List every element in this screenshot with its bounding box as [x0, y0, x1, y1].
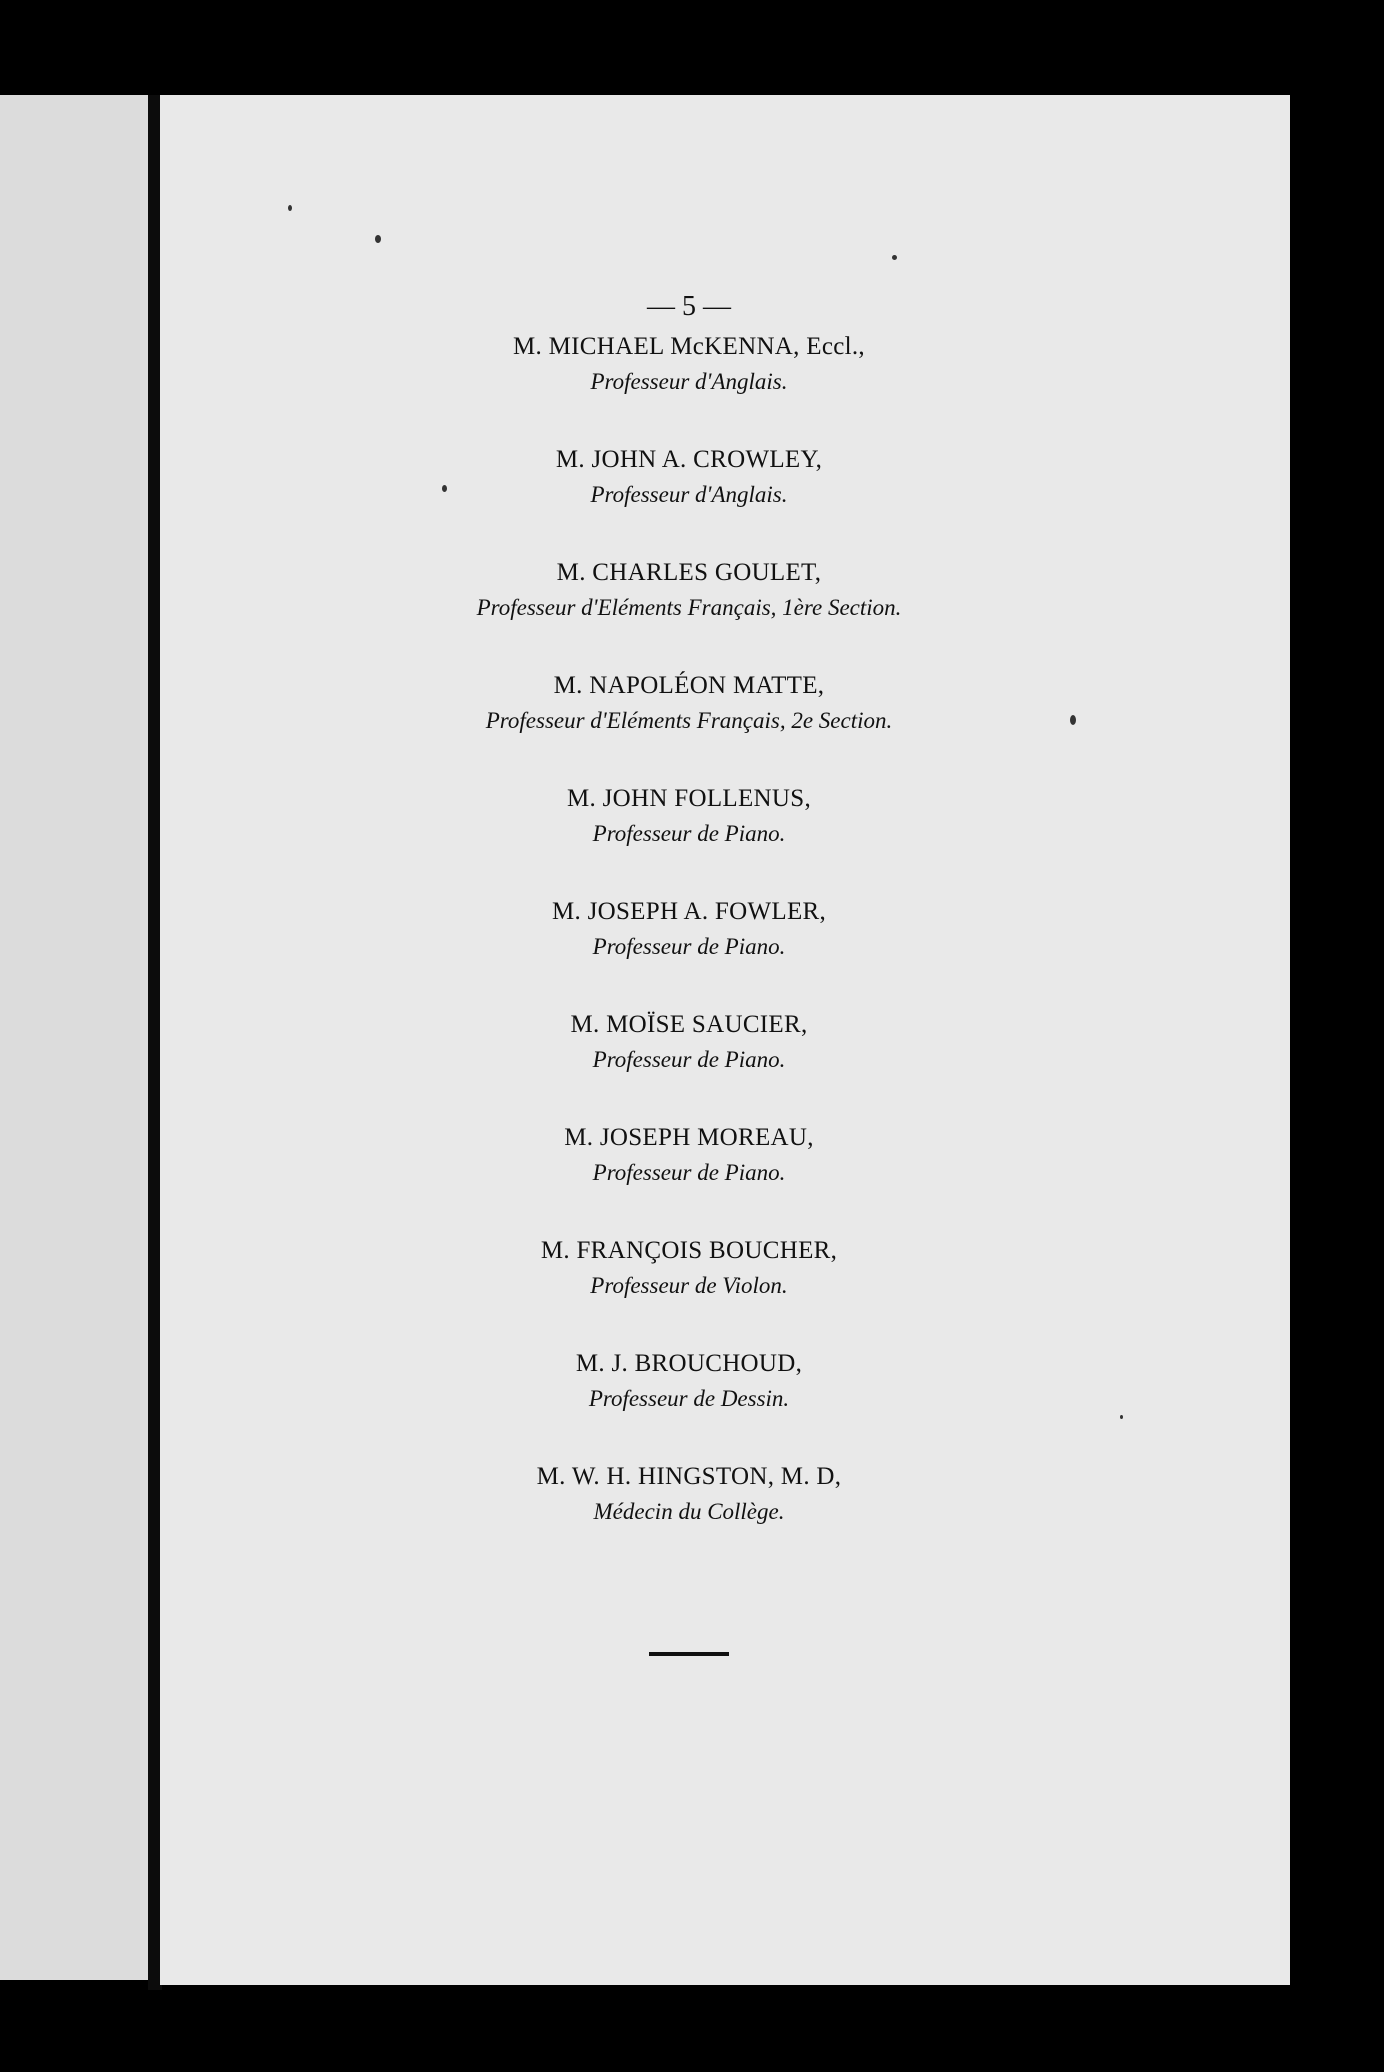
- page-number: — 5 —: [647, 291, 731, 322]
- staff-title: Professeur d'Eléments Français, 2e Section.: [485, 708, 893, 733]
- staff-entry: [160, 555, 1218, 668]
- staff-name: M. W. H. HINGSTON, M. D,: [536, 1463, 842, 1490]
- staff-name: M. MICHAEL McKENNA, Eccl.,: [513, 333, 865, 360]
- staff-title: Professeur de Piano.: [592, 1047, 786, 1072]
- staff-title: Professeur de Dessin.: [588, 1386, 790, 1411]
- staff-entry: [160, 442, 1218, 555]
- ink-speck: [892, 255, 897, 260]
- staff-name: M. JOSEPH A. FOWLER,: [551, 898, 827, 925]
- staff-entry: [160, 668, 1218, 781]
- staff-name: M. CHARLES GOULET,: [556, 559, 822, 586]
- staff-name: M. JOHN FOLLENUS,: [566, 785, 811, 812]
- staff-entry: [160, 781, 1218, 894]
- staff-entry: [160, 1459, 1218, 1572]
- ink-speck: [375, 235, 381, 243]
- staff-name: M. JOHN A. CROWLEY,: [555, 446, 823, 473]
- staff-name: M. J. BROUCHOUD,: [575, 1350, 803, 1377]
- staff-entry: [160, 1120, 1218, 1233]
- staff-title: Professeur de Piano.: [592, 821, 786, 846]
- staff-title: Professeur d'Anglais.: [590, 482, 788, 507]
- staff-name: M. NAPOLÉON MATTE,: [553, 672, 825, 699]
- staff-entry: [160, 1007, 1218, 1120]
- staff-name: M. FRANÇOIS BOUCHER,: [540, 1237, 838, 1264]
- closing-rule: [649, 1652, 729, 1656]
- adjacent-page-edge: [0, 95, 160, 1980]
- staff-title: Professeur d'Eléments Français, 1ère Section.: [476, 595, 902, 620]
- staff-entry: [160, 1233, 1218, 1346]
- page-content: [160, 285, 1218, 1656]
- staff-entry: [160, 329, 1218, 442]
- staff-entry: [160, 894, 1218, 1007]
- staff-title: Médecin du Collège.: [593, 1499, 785, 1524]
- staff-name: M. JOSEPH MOREAU,: [564, 1124, 814, 1151]
- staff-name: M. MOÏSE SAUCIER,: [570, 1011, 808, 1038]
- ink-speck: [288, 205, 292, 211]
- document-page: [160, 95, 1290, 1985]
- staff-title: Professeur de Violon.: [590, 1273, 788, 1298]
- staff-entry: [160, 1346, 1218, 1459]
- staff-title: Professeur d'Anglais.: [590, 369, 788, 394]
- staff-title: Professeur de Piano.: [592, 934, 786, 959]
- staff-title: Professeur de Piano.: [592, 1160, 786, 1185]
